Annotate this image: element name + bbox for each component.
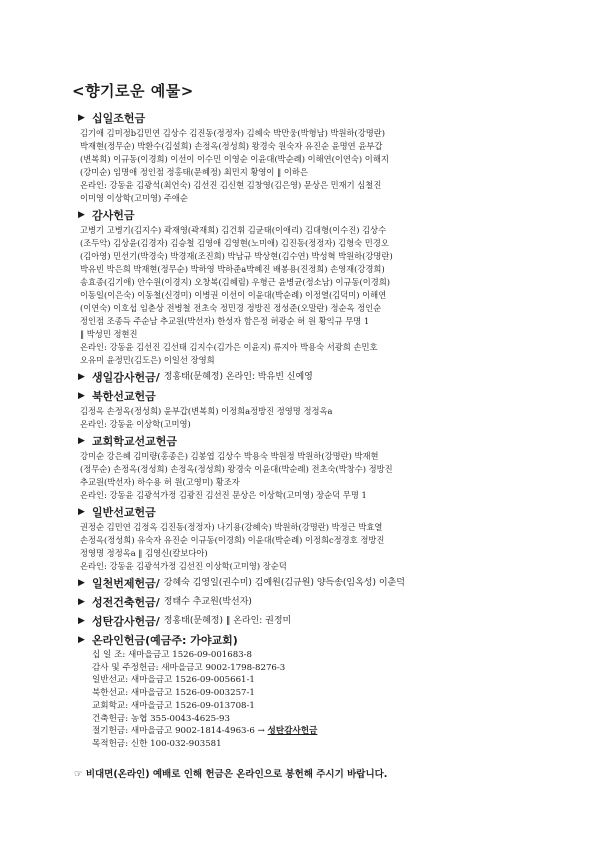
section-inline-names: 강혜숙 김영일(권수미) 김예원(김규원) 양득송(임옥성) 이춘덕 bbox=[163, 578, 405, 588]
names-line: 추교원(박선자) 하수용 허 원(고영미) 황조자 bbox=[80, 477, 240, 487]
account-row bbox=[92, 662, 518, 675]
page-title: <향기로운 예물> bbox=[72, 82, 194, 100]
account-row bbox=[92, 700, 518, 713]
names-line: 이미영 이상학(고미영) 주애순 bbox=[80, 193, 188, 203]
names-line: 온라인: 강동윤 김광석가정 김광진 김선진 문상은 이상학(고미영) 장순덕 무명 1 bbox=[80, 490, 367, 500]
section-names bbox=[80, 450, 518, 502]
triangle-bullet-icon: ▶ bbox=[78, 113, 85, 123]
section-heading-text: 감사헌금 bbox=[92, 209, 135, 222]
account-row bbox=[92, 738, 518, 751]
names-line: (정무순) 손정옥(정성희) 손정옥(정성희) 왕경숙 이윤대(박순례) 전초숙(박창수) 정방진 bbox=[80, 464, 393, 474]
online-offering-section bbox=[78, 632, 518, 751]
account-number: 새마을금고 9002-1814-4963-6 → bbox=[130, 726, 265, 737]
names-line: 강미순 강은혜 김미량(홍종은) 김봉엽 김상수 박용숙 박원정 박원하(강명란) 박재현 bbox=[80, 451, 379, 461]
section-inline-names: 정홍태(문혜정) 온라인: 박유빈 신예영 bbox=[163, 372, 313, 382]
names-line: 온라인: 강동윤 김광석(최언숙) 김선진 김신현 김창영(김은영) 문상은 민재기 심철진 bbox=[80, 180, 382, 190]
triangle-bullet-icon: ▶ bbox=[78, 436, 85, 446]
offering-page bbox=[72, 80, 518, 780]
account-number: 새마을금고 1526-09-005661-1 bbox=[130, 675, 255, 686]
names-line: 김정옥 손정옥(정성희) 윤부갑(변복희) 이정희a정방진 정영명 정정옥a bbox=[80, 406, 333, 416]
account-label: 감사 및 주정헌금: bbox=[92, 662, 159, 673]
account-row bbox=[92, 713, 518, 726]
account-row bbox=[92, 649, 518, 662]
section-heading-text: 교회학교선교헌금 bbox=[92, 435, 178, 448]
section-heading bbox=[78, 433, 518, 450]
account-number: 새마을금고 1526-09-003257-1 bbox=[130, 688, 255, 699]
names-line: 김기애 김미정b김민연 김상수 김진동(정정자) 김혜숙 박만웅(박형남) 박원하(강명란) bbox=[80, 128, 386, 138]
section-heading bbox=[78, 613, 518, 630]
triangle-bullet-icon: ▶ bbox=[78, 635, 85, 645]
names-line: (김아영) 민선기(박경숙) 박경재(조진희) 박남규 박상현(김수연) 박성혁 박원하(강명란) bbox=[80, 251, 393, 261]
offering-section bbox=[78, 369, 518, 386]
triangle-bullet-icon: ▶ bbox=[78, 616, 85, 626]
names-line: 온라인: 강동윤 김광석가정 김선진 이상학(고미영) 장순덕 bbox=[80, 561, 287, 571]
account-label: 절기헌금: bbox=[92, 726, 129, 737]
triangle-bullet-icon: ▶ bbox=[78, 210, 85, 220]
section-heading-text: 북한선교헌금 bbox=[92, 390, 156, 403]
section-names bbox=[80, 224, 518, 367]
section-names bbox=[80, 405, 518, 431]
offering-section bbox=[78, 388, 518, 431]
section-heading bbox=[78, 110, 518, 127]
offering-section bbox=[78, 575, 518, 592]
names-line: 정인점 조종득 주순남 추교원(박선자) 한성자 함은정 허광순 허 원 황익규 무명 1 bbox=[80, 316, 370, 326]
offering-section bbox=[78, 613, 518, 630]
offering-section bbox=[78, 504, 518, 573]
account-label: 일반선교: bbox=[92, 675, 129, 686]
account-number: 새마을금고 1526-09-001683-8 bbox=[128, 650, 253, 660]
section-heading bbox=[78, 504, 518, 521]
account-label: 교회학교: bbox=[92, 700, 129, 711]
section-names bbox=[80, 521, 518, 573]
account-label: 목적헌금: bbox=[92, 738, 129, 749]
names-line: 온라인: 강동윤 김선진 김선태 김지수(김가은 이윤지) 류지아 박용숙 서광희 손민호 bbox=[80, 342, 378, 352]
section-heading-text: 일반선교헌금 bbox=[92, 506, 156, 519]
section-names bbox=[80, 127, 518, 205]
section-heading bbox=[78, 575, 518, 592]
triangle-bullet-icon: ▶ bbox=[78, 372, 85, 382]
names-line: 박재현(정무순) 박환수(김설희) 손정옥(정성희) 왕경숙 원숙자 유진순 윤명연 윤부갑 bbox=[80, 141, 383, 151]
account-row bbox=[92, 687, 518, 700]
names-line: ‖ 박성민 정현진 bbox=[80, 329, 138, 339]
offering-section bbox=[78, 433, 518, 502]
footer-notice: ☞ 비대면(온라인) 예배로 인해 헌금은 온라인으로 봉헌해 주시기 바랍니다. bbox=[74, 768, 388, 780]
names-line: 이동일(이은숙) 이동철(신경미) 이병권 이선이 이윤대(박순례) 이정열(김덕미) 이해연 bbox=[80, 290, 387, 300]
triangle-bullet-icon: ▶ bbox=[78, 391, 85, 401]
section-heading bbox=[78, 207, 518, 224]
names-line: (강미순) 임명애 정인점 정홍태(문혜정) 최민지 황영이 ‖ 이하은 bbox=[80, 167, 308, 177]
names-line: 권정순 김민연 김정옥 김진동(정정자) 나기용(강혜숙) 박원하(강명란) 박정근 박효열 bbox=[80, 522, 383, 532]
names-line: 송효종(김기애) 안수원(이경지) 오창복(김혜림) 우형근 윤병균(정소남) 이규동(이경희) bbox=[80, 277, 391, 287]
account-note: 성탄감사헌금 bbox=[267, 726, 318, 737]
section-inline-names: 정홍태(문혜정) ‖ 온라인: 권정미 bbox=[163, 616, 292, 626]
offering-section bbox=[78, 207, 518, 367]
section-heading bbox=[78, 594, 518, 611]
section-heading-text: 십일조헌금 bbox=[92, 112, 146, 125]
section-inline-names: 정태수 추교원(박선자) bbox=[163, 597, 252, 607]
account-label: 북한선교: bbox=[92, 688, 129, 699]
section-heading-text: 성전건축헌금/ bbox=[92, 596, 160, 609]
triangle-bullet-icon: ▶ bbox=[78, 597, 85, 607]
names-line: (이연숙) 이호섭 임춘상 전병철 전초숙 정민경 정방진 정성준(오말란) 정순옥 정인순 bbox=[80, 303, 382, 313]
section-heading-text: 생일감사헌금/ bbox=[92, 371, 160, 384]
account-label: 건축헌금: bbox=[92, 713, 129, 724]
section-heading-text: 성탄감사헌금/ bbox=[92, 615, 160, 628]
section-heading-text: 일천번제헌금/ bbox=[92, 577, 160, 590]
names-line: 손정옥(정성희) 유숙자 유진순 이규동(이경희) 이윤대(박순례) 이정희c정경호 정방진 bbox=[80, 535, 385, 545]
account-row bbox=[92, 725, 518, 738]
account-number: 신한 100-032-903581 bbox=[130, 738, 222, 749]
names-line: 온라인: 강동윤 이상학(고미영) bbox=[80, 419, 191, 429]
account-number: 농협 355-0043-4625-93 bbox=[130, 713, 230, 724]
triangle-bullet-icon: ▶ bbox=[78, 578, 85, 588]
names-line: 오유미 윤정민(김도은) 이일선 장영희 bbox=[80, 355, 215, 365]
names-line: (조두악) 김상윤(김경자) 김승철 김영애 김영현(노미애) 김진동(정정자) 김형숙 민경오 bbox=[80, 238, 389, 248]
triangle-bullet-icon: ▶ bbox=[78, 507, 85, 517]
names-line: 고병기 고병기(김지수) 곽재영(곽재희) 김건휘 김균태(이애리) 김대형(이수진) 김상수 bbox=[80, 225, 387, 235]
section-heading bbox=[78, 388, 518, 405]
offering-section bbox=[78, 110, 518, 205]
online-heading-text: 온라인헌금(예금주: 가야교회) bbox=[92, 634, 238, 647]
account-label: 십 일 조: bbox=[92, 650, 126, 660]
account-list bbox=[92, 649, 518, 751]
online-heading bbox=[78, 632, 518, 649]
account-number: 새마을금고 9002-1798-8276-3 bbox=[161, 662, 286, 673]
offering-section bbox=[78, 594, 518, 611]
section-heading bbox=[78, 369, 518, 386]
account-row bbox=[92, 674, 518, 687]
offering-sections bbox=[78, 110, 518, 630]
account-number: 새마을금고 1526-09-013708-1 bbox=[130, 700, 255, 711]
names-line: (변복희) 이규동(이경희) 이선이 이수민 이영순 이윤대(박순례) 이해연(이연숙) 이해지 bbox=[80, 154, 389, 164]
names-line: 정영명 정정옥a ‖ 김영신(칼보다아) bbox=[80, 548, 208, 558]
names-line: 박유빈 박은희 박재현(정무순) 박하영 박하준a박혜진 배봉용(진정희) 손영재(강경희) bbox=[80, 264, 385, 274]
